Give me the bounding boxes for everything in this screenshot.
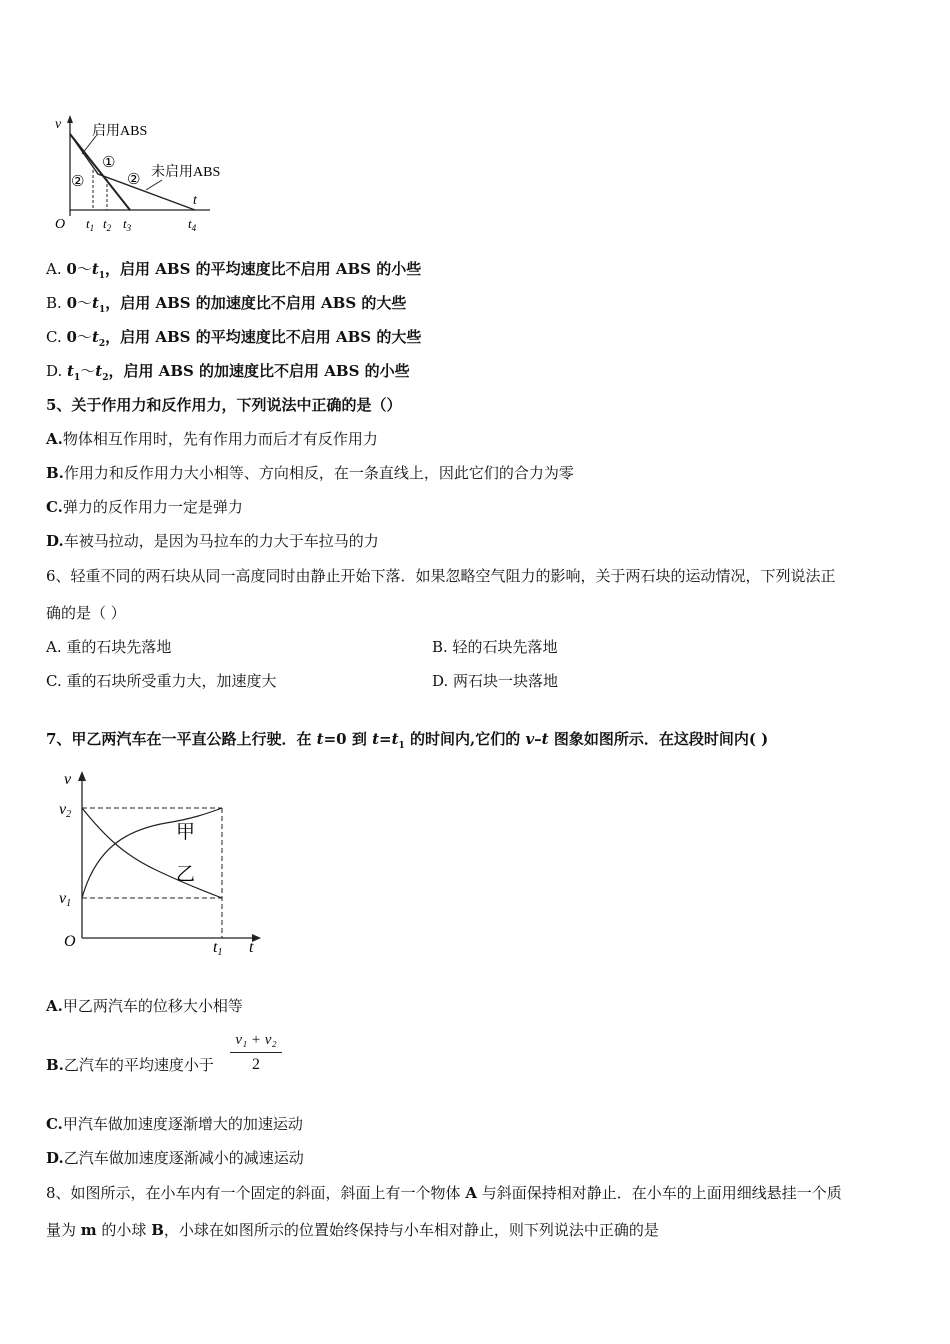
q6-option-c[interactable]: C. 重的石块所受重力大，加速度大 <box>46 672 277 690</box>
q6-option-d[interactable]: D. 两石块一块落地 <box>432 672 559 690</box>
option-label: D. <box>46 532 64 550</box>
range-sep: ～ <box>76 260 92 278</box>
option-label: B. <box>46 464 64 482</box>
range-end: t <box>91 328 99 346</box>
option-text: 弹力的反作用力一定是弹力 <box>62 498 243 516</box>
circle-two-left-label: ② <box>71 174 85 190</box>
q5-option-d[interactable] <box>46 531 379 551</box>
q5-option-c[interactable] <box>46 497 243 517</box>
t1-tick-label: $t_1$ <box>86 216 95 233</box>
option-text: 乙汽车的平均速度小于 <box>63 1056 214 1074</box>
average-velocity-fraction <box>228 1032 284 1082</box>
t1-label: t1 <box>213 939 223 958</box>
q7-option-d[interactable] <box>46 1148 304 1168</box>
option-text: ，启用 ABS 的加速度比不启用 ABS 的小些 <box>108 362 410 380</box>
v-label: v <box>64 771 72 788</box>
option-text: 车被马拉动，是因为马拉车的力大于车拉马的力 <box>63 532 379 550</box>
abs-on-line <box>70 134 130 210</box>
range-start: 0 <box>66 260 77 278</box>
q5-option-b[interactable] <box>46 463 574 483</box>
t4-tick-label: $t_4$ <box>188 216 197 233</box>
range-sep: ～ <box>80 362 96 380</box>
v-label: v <box>55 117 62 132</box>
range-start: 0 <box>66 328 77 346</box>
abs-vt-graph <box>50 112 260 236</box>
q7-option-b[interactable] <box>46 1055 214 1075</box>
option-label: B. <box>46 1056 64 1074</box>
range-end: t <box>95 362 103 380</box>
q7-stem: 7、甲乙两汽车在一平直公路上行驶．在 t=0 到 $t=t_1$ 的时间内,它们的 v–t 图象如图所示．在这段时间内( ) <box>46 730 769 751</box>
range-end-sub: 2 <box>98 339 106 349</box>
fraction-denominator: 2 <box>252 1056 260 1073</box>
circle-one-label: ① <box>102 155 116 171</box>
circle-two-right-label: ② <box>127 172 141 188</box>
abs-off-pointer <box>146 180 162 190</box>
range-sep: ～ <box>77 294 93 312</box>
range-start: t <box>67 362 74 380</box>
v1-label: v1 <box>59 890 72 909</box>
range-end-sub: 1 <box>98 305 106 315</box>
q5-stem: 5、关于作用力和反作用力，下列说法中正确的是（） <box>46 396 402 414</box>
option-text: 乙汽车做加速度逐渐减小的减速运动 <box>63 1149 304 1167</box>
option-label: A. <box>46 997 63 1015</box>
yi-curve <box>82 808 222 898</box>
option-label: A. <box>46 430 63 448</box>
yi-label: 乙 <box>176 864 196 885</box>
q8-stem-line2: 量为 m 的小球 B，小球在如图所示的位置始终保持与小车相对静止，则下列说法中正确的是 <box>46 1221 659 1239</box>
abs-off-label: 未启用ABS <box>151 165 221 180</box>
option-label: C. <box>46 328 67 346</box>
range-end-sub: 2 <box>102 373 109 383</box>
option-text: 甲汽车做加速度逐渐增大的加速运动 <box>62 1115 303 1133</box>
jia-yi-vt-graph <box>56 768 266 958</box>
v-axis-arrow <box>67 115 73 123</box>
t-axis-label: t <box>249 939 254 956</box>
range-start: 0 <box>66 294 77 312</box>
v-axis-arrow <box>78 771 86 781</box>
origin-label: O <box>64 933 76 950</box>
q8-stem-line1: 8、如图所示，在小车内有一个固定的斜面，斜面上有一个物体 A 与斜面保持相对静止．在小车的上面用细线悬挂一个质 <box>46 1184 842 1202</box>
option-text: ，启用 ABS 的加速度比不启用 ABS 的大些 <box>105 294 407 312</box>
q6-stem-line1: 6、轻重不同的两石块从同一高度同时由静止开始下落．如果忽略空气阻力的影响，关于两石块的运动情况，下列说法正 <box>46 567 836 585</box>
range-end: t <box>92 294 99 312</box>
option-label: D. <box>46 1149 64 1167</box>
q6-stem-line2: 确的是（ ） <box>46 604 126 622</box>
option-label: C. <box>46 498 63 516</box>
range-end-sub: 1 <box>98 271 106 281</box>
t2-tick-label: $t_2$ <box>103 216 112 233</box>
range-start-sub: 1 <box>73 373 81 383</box>
fraction-bar <box>230 1052 282 1053</box>
jia-curve <box>82 808 222 898</box>
v2-label: v2 <box>59 801 72 820</box>
q4-option-c[interactable] <box>46 327 421 354</box>
option-text: 甲乙两汽车的位移大小相等 <box>62 997 243 1015</box>
jia-label: 甲 <box>176 822 196 843</box>
option-text: ，启用 ABS 的平均速度比不启用 ABS 的小些 <box>105 260 422 278</box>
q5-option-a[interactable] <box>46 429 378 449</box>
option-text: 物体相互作用时，先有作用力而后才有反作用力 <box>62 430 378 448</box>
q7-option-a[interactable] <box>46 996 243 1016</box>
option-label: A. <box>46 260 67 278</box>
range-end: t <box>91 260 99 278</box>
q7-option-c[interactable] <box>46 1114 303 1134</box>
origin-label: O <box>55 217 66 232</box>
option-text: 作用力和反作用力大小相等、方向相反，在一条直线上，因此它们的合力为零 <box>63 464 574 482</box>
range-sep: ～ <box>76 328 92 346</box>
fraction-numerator: v₁ + v₂ <box>235 1032 277 1048</box>
option-label: D. <box>46 362 68 380</box>
q4-option-b[interactable] <box>46 293 406 320</box>
abs-on-label: 启用ABS <box>92 124 148 139</box>
q6-option-a[interactable]: A. 重的石块先落地 <box>46 638 172 656</box>
t3-tick-label: $t_3$ <box>123 216 132 233</box>
q4-option-d[interactable] <box>46 361 410 388</box>
q4-option-a[interactable] <box>46 259 421 286</box>
option-label: B. <box>46 294 67 312</box>
option-label: C. <box>46 1115 63 1133</box>
option-text: ，启用 ABS 的平均速度比不启用 ABS 的大些 <box>105 328 422 346</box>
t-axis-label: t <box>193 193 197 208</box>
q6-option-b[interactable]: B. 轻的石块先落地 <box>432 638 558 656</box>
